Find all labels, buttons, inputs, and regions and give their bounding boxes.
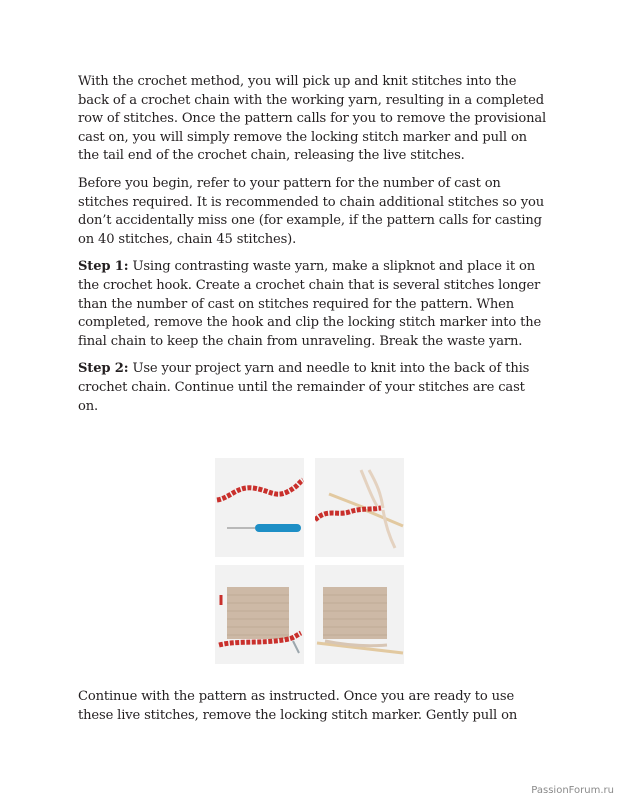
continuation-text-block — [78, 688, 548, 734]
main-text-block — [78, 73, 548, 425]
paragraph-before-you-begin: Before you begin, refer to your pattern for the number of cast on stitches required. It is recommended to chain additional stitches so you don’t accidentally miss one (for example, if the pattern calls for casting on 40 stitches, chain 45 stitches). — [78, 175, 544, 247]
step-2-label: Step 2: — [78, 361, 129, 377]
paragraph-step-2 — [78, 360, 548, 416]
photo-crochet-chain-and-hook — [215, 458, 304, 557]
paragraph-intro: With the crochet method, you will pick up and knit stitches into the back of a crochet chain with the working yarn, resulting in a completed row of stitches. Once the pattern calls for you to remove the provisional cast on, you will simply remove the locking stitch marker and pull on the tail end of the crochet chain, releasing the live stitches. — [78, 74, 547, 164]
photo-knitted-swatch-on-chain — [215, 565, 304, 664]
photo-knitting-into-chain — [315, 458, 404, 557]
photo-live-stitches-on-needle — [315, 565, 404, 664]
instruction-photo-grid — [215, 458, 405, 664]
paragraph-step-1 — [78, 258, 548, 351]
step-2-text: Use your project yarn and needle to knit into the back of this crochet chain. Continue until the remainder of your stitches are cast on. — [78, 361, 530, 414]
paragraph-continue: Continue with the pattern as instructed. Once you are ready to use these live stitches, remove the locking stitch marker. Gently pull on — [78, 689, 518, 723]
step-1-text: Using contrasting waste yarn, make a slipknot and place it on the crochet hook. Create a crochet chain that is several stitches longer than the number of cast on stitches required for the pattern. When completed, remove the hook and clip the locking stitch marker into the final chain to keep the chain from unraveling. Break the waste yarn. — [78, 259, 542, 349]
step-1-label: Step 1: — [78, 259, 129, 275]
watermark: PassionForum.ru — [531, 785, 614, 796]
